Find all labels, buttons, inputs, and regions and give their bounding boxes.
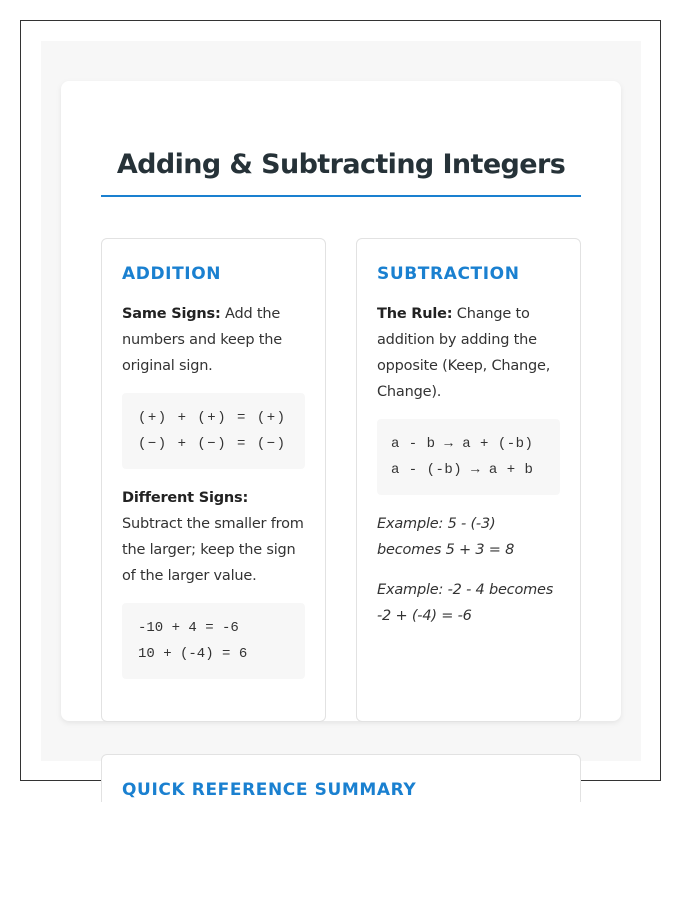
code-line: a - b → a + (-b) (391, 436, 534, 452)
code-line: a - (-b) → a + b (391, 462, 534, 478)
same-signs-code-block (122, 393, 305, 469)
example-text: Example: 5 - (-3) becomes 5 + 3 = 8 (377, 516, 515, 558)
addition-heading: ADDITION (122, 264, 222, 284)
code-line: -10 + 4 = -6 (138, 620, 239, 636)
summary-section (101, 754, 581, 802)
different-signs-label: Different Signs: (122, 490, 249, 506)
code-line: (−) + (−) = (−) (138, 436, 287, 452)
rule-text: Change to addition by adding the opposite (Keep, Change, Change). (377, 306, 551, 400)
same-signs-label: Same Signs: (122, 306, 221, 322)
subtraction-code-block (377, 419, 560, 495)
summary-heading: QUICK REFERENCE SUMMARY (122, 780, 417, 800)
subtraction-section (356, 238, 581, 722)
addition-section (101, 238, 326, 722)
code-line: 10 + (-4) = 6 (138, 646, 248, 662)
different-signs-text: Subtract the smaller from the larger; keep the sign of the larger value. (122, 516, 304, 584)
page-title: Adding & Subtracting Integers (116, 149, 566, 180)
example-text: Example: -2 - 4 becomes -2 + (-4) = -6 (377, 582, 554, 624)
title-underline (101, 195, 581, 197)
same-signs-text: Add the numbers and keep the original sign. (122, 306, 282, 374)
different-signs-rule (122, 485, 305, 589)
same-signs-rule (122, 301, 305, 379)
different-signs-code-block (122, 603, 305, 679)
subtraction-rule (377, 301, 560, 405)
subtraction-heading: SUBTRACTION (377, 264, 520, 284)
code-line: (+) + (+) = (+) (138, 410, 287, 426)
rule-label: The Rule: (377, 306, 453, 322)
